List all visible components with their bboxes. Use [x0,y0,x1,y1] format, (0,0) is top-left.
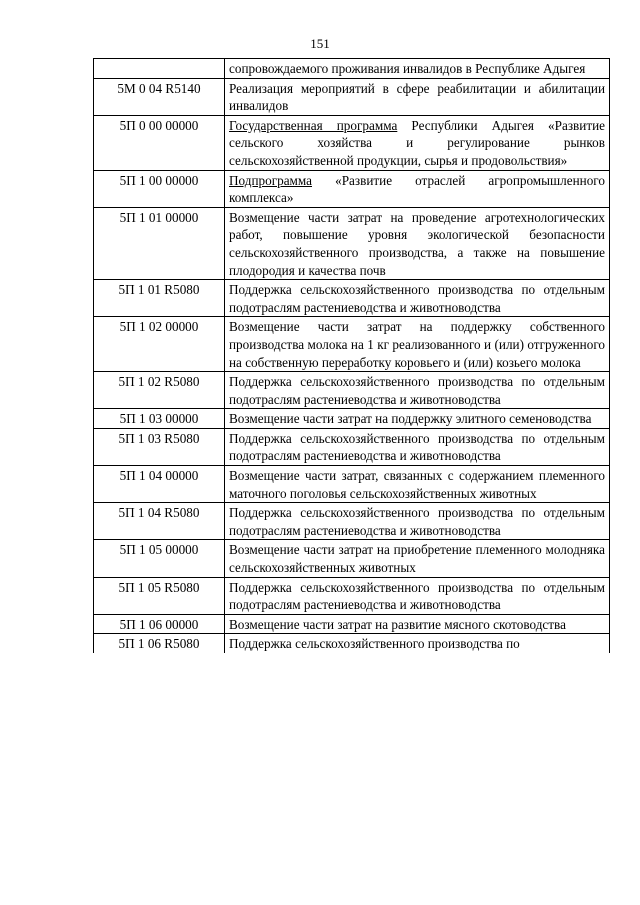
description-text: Возмещение части затрат на приобретение племенного молодняка сельскохозяйственных животных [229,542,605,576]
table-row [94,317,610,372]
table-row [94,540,610,577]
code-cell: 5П 1 03 00000 [94,409,225,429]
code-cell: 5П 1 06 R5080 [94,634,225,653]
description-text: Возмещение части затрат на проведение агротехнологических работ, повышение уровня экологической безопасности сельскохозяйственного производства, а также на повышение плодородия и качества почв [229,209,605,278]
description-cell [225,540,610,577]
code-cell: 5П 1 03 R5080 [94,428,225,465]
description-text: Реализация мероприятий в сфере реабилитации и абилитации инвалидов [229,80,605,114]
description-cell [225,280,610,317]
table-row [94,614,610,634]
code-cell: 5П 1 00 00000 [94,170,225,207]
description-text: Республики Адыгея «Развитие сельского хозяйства и регулирование рынков сельскохозяйственной продукции, сырья и продовольствия» [229,117,605,168]
table-row [94,207,610,279]
table-row [94,372,610,409]
description-text: Возмещение части затрат на развитие мясного скотоводства [229,616,566,632]
description-cell [225,59,610,79]
description-text: «Развитие отраслей агропромышленного комплекса» [229,172,605,206]
description-cell [225,78,610,115]
description-cell [225,577,610,614]
code-cell: 5П 1 04 R5080 [94,503,225,540]
description-text: Возмещение части затрат, связанных с содержанием племенного маточного поголовья сельскохозяйственных животных [229,468,605,501]
description-text: Возмещение части затрат на поддержку элитного семеноводства [229,411,592,427]
code-cell: 5П 1 05 00000 [94,540,225,577]
budget-classification-table [93,58,610,653]
table-row [94,577,610,614]
page-number: 151 [310,36,330,51]
description-prefix: Подпрограмма [229,172,313,188]
description-cell [225,634,610,653]
code-cell: 5П 1 05 R5080 [94,577,225,614]
code-cell: 5П 0 00 00000 [94,115,225,170]
table-row [94,170,610,207]
description-cell [225,409,610,429]
table-row [94,78,610,115]
table-row [94,409,610,429]
description-text: Поддержка сельскохозяйственного производства по [229,636,520,652]
description-text: Поддержка сельскохозяйственного производства по отдельным подотраслям растениеводства и животноводства [229,374,605,407]
description-cell [225,170,610,207]
description-cell [225,372,610,409]
code-cell: 5П 1 04 00000 [94,466,225,503]
description-cell [225,428,610,465]
table-row [94,466,610,503]
code-cell: 5П 1 06 00000 [94,614,225,634]
description-cell [225,614,610,634]
code-cell [94,59,225,79]
table-row [94,280,610,317]
description-text: Поддержка сельскохозяйственного производства по отдельным подотраслям растениеводства и животноводства [229,579,605,613]
description-prefix: Государственная программа [229,117,398,133]
description-text: Поддержка сельскохозяйственного производства по отдельным подотраслям растениеводства и животноводства [229,282,605,315]
description-text: Поддержка сельскохозяйственного производства по отдельным подотраслям растениеводства и животноводства [229,430,605,464]
description-text: сопровождаемого проживания инвалидов в Республике Адыгея [229,61,586,76]
code-cell: 5П 1 02 00000 [94,317,225,372]
description-cell [225,317,610,372]
table-row [94,115,610,170]
description-cell [225,115,610,170]
table-row [94,634,610,653]
code-cell: 5М 0 04 R5140 [94,78,225,115]
code-cell: 5П 1 01 00000 [94,207,225,279]
description-cell [225,503,610,540]
description-cell [225,466,610,503]
description-text: Возмещение части затрат на поддержку собственного производства молока на 1 кг реализованного и (или) отгруженного на собственную переработку коровьего и (или) козьего молока [229,319,605,370]
code-cell: 5П 1 01 R5080 [94,280,225,317]
table-row [94,503,610,540]
description-text: Поддержка сельскохозяйственного производства по отдельным подотраслям растениеводства и животноводства [229,505,605,538]
table-row [94,59,610,79]
description-cell [225,207,610,279]
table-row [94,428,610,465]
code-cell: 5П 1 02 R5080 [94,372,225,409]
